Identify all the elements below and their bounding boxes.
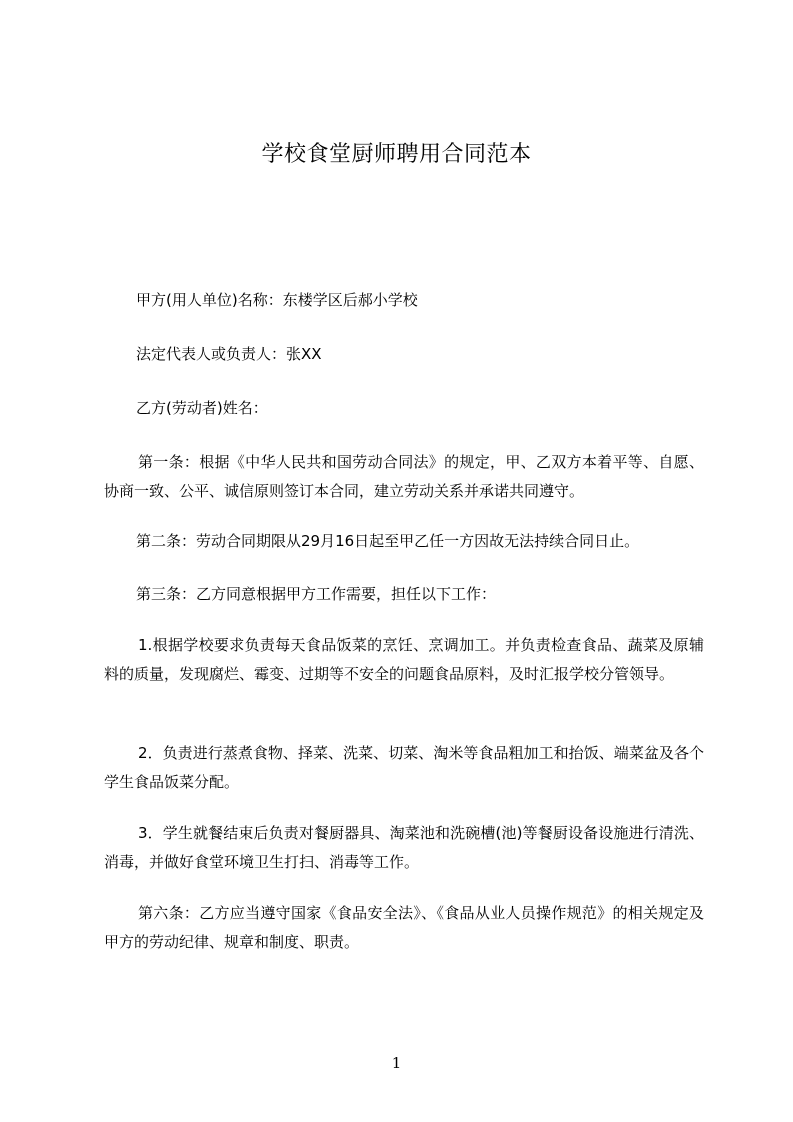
party-a-name: 甲方(用人单位)名称：东楼学区后郝小学校 (136, 291, 418, 309)
document-title: 学校食堂厨师聘用合同范本 (261, 142, 532, 167)
article-6: 第六条：乙方应当遵守国家《食品安全法》、《食品从业人员操作规范》的相关规定及甲方的劳动纪律、规章和制度、职责。 (104, 904, 704, 951)
legal-representative: 法定代表人或负责人：张XX (136, 345, 322, 363)
page-number: 1 (391, 1054, 402, 1072)
article-3: 第三条：乙方同意根据甲方工作需要，担任以下工作： (136, 585, 497, 603)
article-2: 第二条：劳动合同期限从29月16日起至甲乙任一方因故无法持续合同日止。 (136, 532, 640, 550)
duty-item-3: 3．学生就餐结束后负责对餐厨器具、淘菜池和洗碗槽(池)等餐厨设备设施进行清洗、消毒，并做好食堂环境卫生打扫、消毒等工作。 (104, 824, 704, 871)
article-1: 第一条：根据《中华人民共和国劳动合同法》的规定，甲、乙双方本着平等、自愿、协商一致、公平、诚信原则签订本合同，建立劳动关系并承诺共同遵守。 (104, 453, 704, 500)
duty-item-2: 2．负责进行蒸煮食物、择菜、洗菜、切菜、淘米等食品粗加工和抬饭、端菜盆及各个学生食品饭菜分配。 (104, 744, 704, 791)
duty-item-1: 1.根据学校要求负责每天食品饭菜的烹饪、烹调加工。并负责检查食品、蔬菜及原辅料的质量，发现腐烂、霉变、过期等不安全的问题食品原料，及时汇报学校分管领导。 (104, 636, 704, 683)
party-b-name: 乙方(劳动者)姓名： (136, 399, 268, 417)
